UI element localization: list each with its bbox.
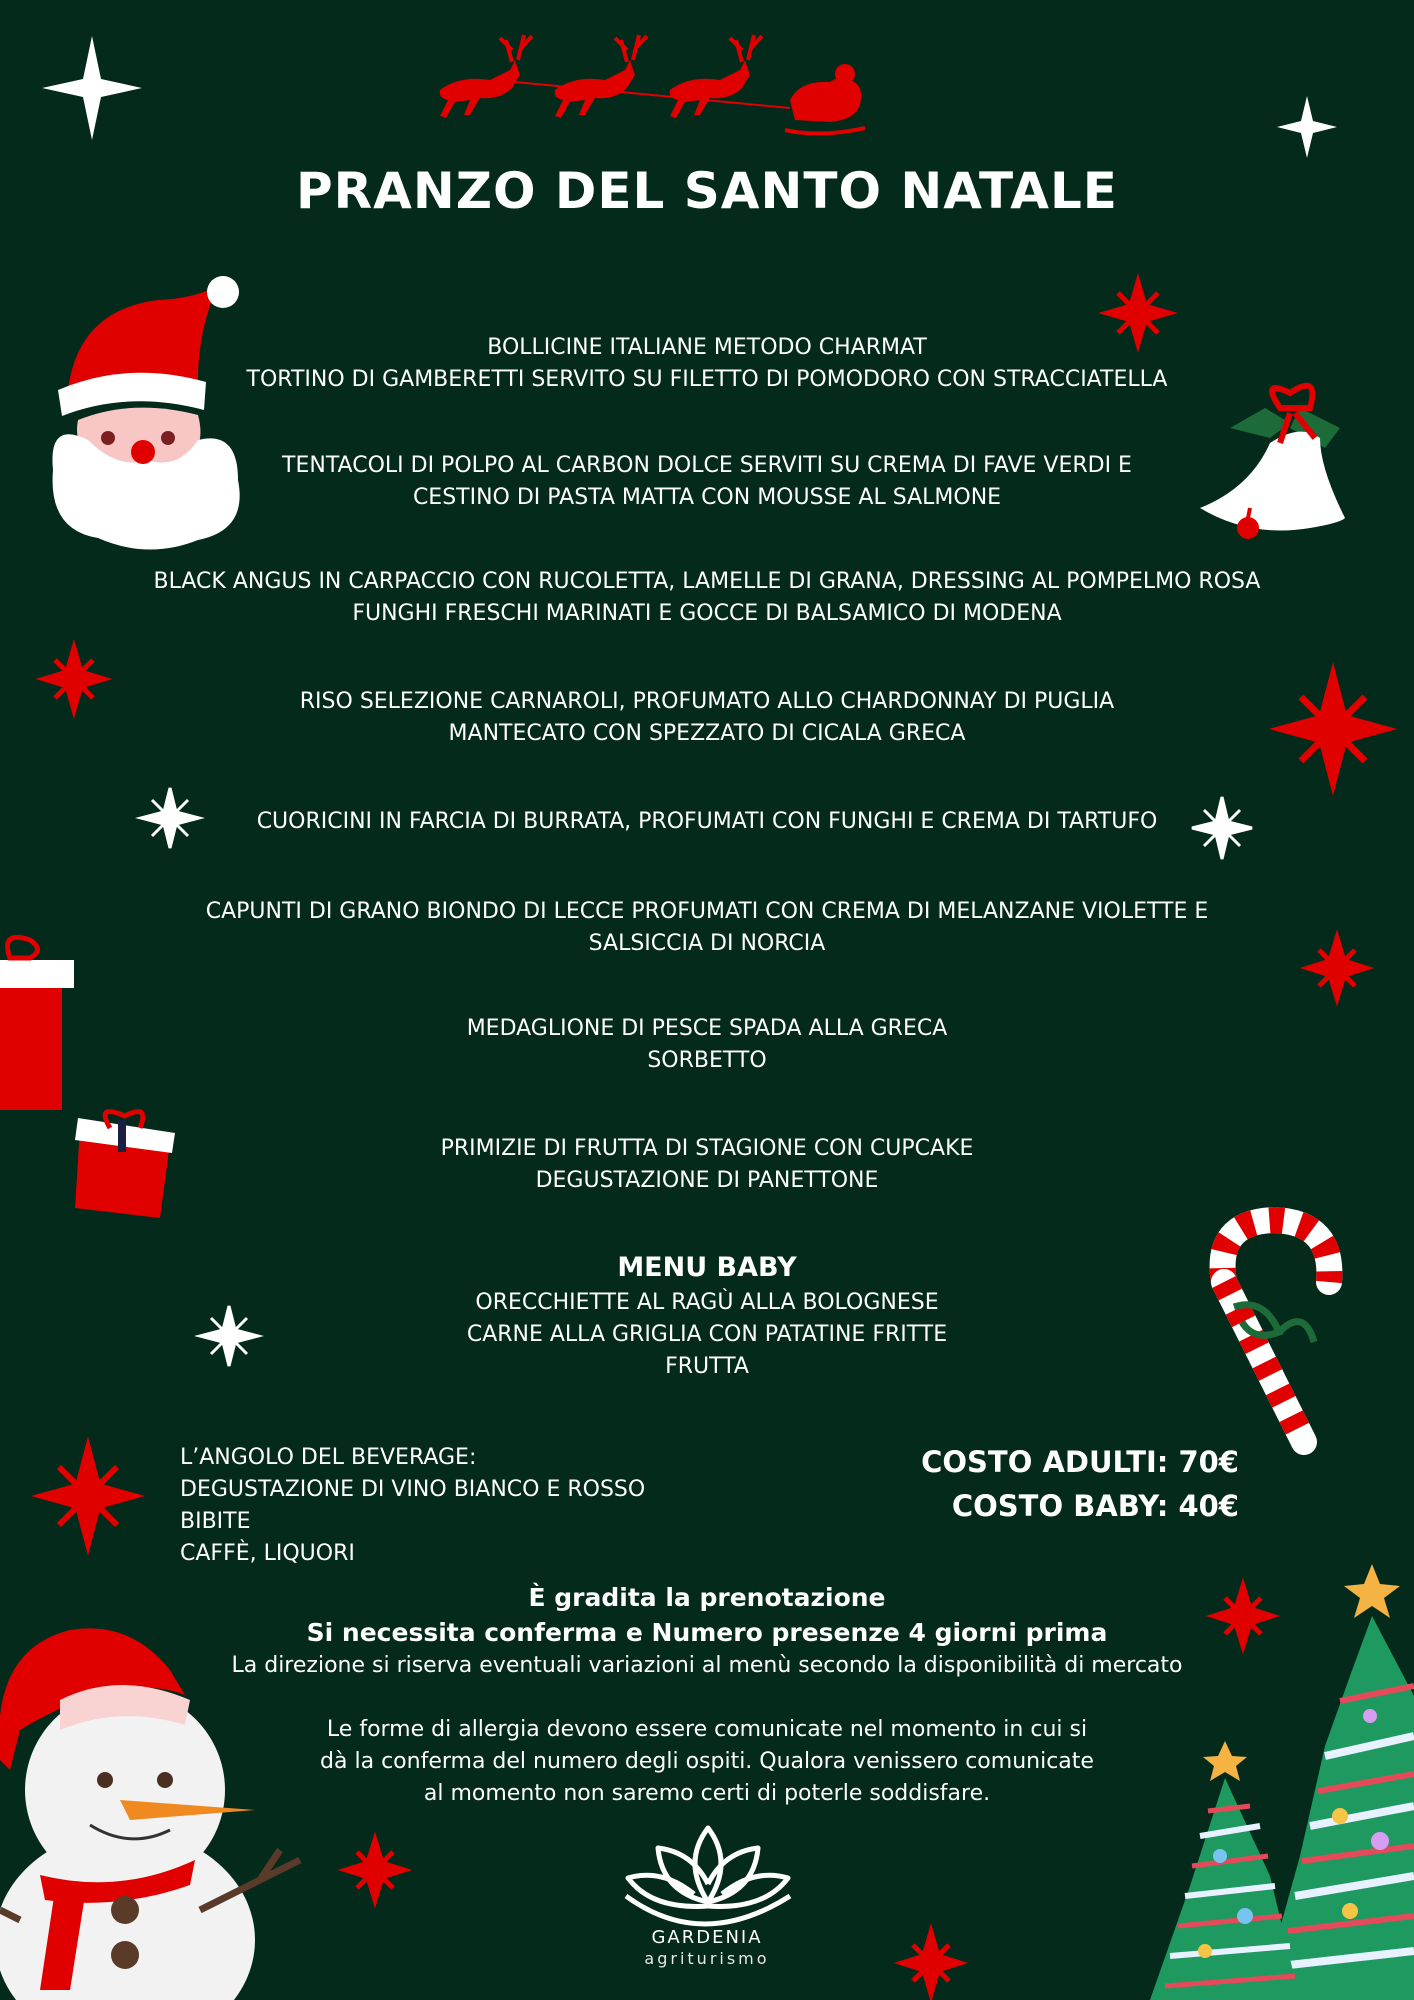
course-line: TENTACOLI DI POLPO AL CARBON DOLCE SERVITI SU CREMA DI FAVE VERDI E [282, 453, 1132, 478]
red-star-icon [1308, 938, 1366, 998]
course-line: TORTINO DI GAMBERETTI SERVITO SU FILETTO DI POMODORO CON STRACCIATELLA [246, 367, 1168, 392]
course-line: MANTECATO CON SPEZZATO DI CICALA GRECA [448, 721, 966, 746]
baby-menu-item: FRUTTA [665, 1354, 749, 1379]
course-2 [100, 450, 1314, 514]
price-baby: COSTO BABY: 40€ [951, 1489, 1239, 1523]
red-star-icon [902, 1932, 960, 1994]
course-6 [100, 896, 1314, 960]
red-star-icon [42, 1448, 134, 1544]
allergy-note [100, 1714, 1314, 1810]
booking-notes [100, 1580, 1314, 1682]
course-7 [100, 1013, 1314, 1077]
course-3 [100, 566, 1314, 630]
logo-name: GARDENIA [651, 1927, 763, 1948]
course-line: DEGUSTAZIONE DI PANETTONE [535, 1168, 879, 1193]
lotus-logo-icon [622, 1822, 794, 1924]
course-line: BLACK ANGUS IN CARPACCIO CON RUCOLETTA, LAMELLE DI GRANA, DRESSING AL POMPELMO ROSA [153, 569, 1261, 594]
course-line: FUNGHI FRESCHI MARINATI E GOCCE DI BALSAMICO DI MODENA [352, 601, 1062, 626]
course-line: SALSICCIA DI NORCIA [588, 931, 826, 956]
course-line: BOLLICINE ITALIANE METODO CHARMAT [487, 335, 927, 360]
beverage-item: DEGUSTAZIONE DI VINO BIANCO E ROSSO [180, 1477, 646, 1502]
confirm-note: Si necessita conferma e Numero presenze 4 giorni prima [306, 1618, 1108, 1647]
gift-box-icon [0, 930, 80, 1110]
course-line: RISO SELEZIONE CARNAROLI, PROFUMATO ALLO CHARDONNAY DI PUGLIA [299, 689, 1115, 714]
allergy-line: dà la conferma del numero degli ospiti. Qualora venissero comunicate [320, 1749, 1094, 1774]
baby-menu-title: MENU BABY [617, 1252, 797, 1283]
beverage-item: CAFFÈ, LIQUORI [180, 1541, 355, 1566]
booking-note: È gradita la prenotazione [528, 1583, 886, 1612]
course-line: MEDAGLIONE DI PESCE SPADA ALLA GRECA [466, 1016, 948, 1041]
variations-note: La direzione si riserva eventuali variazioni al menù secondo la disponibilità di mercato [231, 1653, 1183, 1678]
course-line: SORBETTO [647, 1048, 767, 1073]
red-star-icon [44, 648, 104, 710]
baby-menu-item: ORECCHIETTE AL RAGÙ ALLA BOLOGNESE [475, 1290, 939, 1315]
red-star-icon [346, 1840, 404, 1900]
price-adults: COSTO ADULTI: 70€ [921, 1445, 1239, 1479]
logo-subtitle: agriturismo [644, 1949, 770, 1968]
baby-menu [100, 1249, 1314, 1383]
course-line: CAPUNTI DI GRANO BIONDO DI LECCE PROFUMATI CON CREMA DI MELANZANE VIOLETTE E [205, 899, 1209, 924]
page-title: PRANZO DEL SANTO NATALE [296, 162, 1118, 220]
course-1 [100, 332, 1314, 396]
beverage-section [180, 1442, 645, 1570]
course-line: CESTINO DI PASTA MATTA CON MOUSSE AL SALMONE [412, 485, 1002, 510]
prices [921, 1440, 1239, 1528]
allergy-line: al momento non saremo certi di poterle soddisfare. [423, 1781, 991, 1806]
star-icon [1277, 96, 1337, 158]
course-line: PRIMIZIE DI FRUTTA DI STAGIONE CON CUPCAKE [440, 1136, 974, 1161]
course-5 [100, 806, 1314, 838]
beverage-item: BIBITE [180, 1509, 251, 1534]
baby-menu-item: CARNE ALLA GRIGLIA CON PATATINE FRITTE [466, 1322, 948, 1347]
beverage-title: L’ANGOLO DEL BEVERAGE: [180, 1445, 477, 1470]
reindeer-sleigh-icon [420, 20, 880, 150]
course-line: CUORICINI IN FARCIA DI BURRATA, PROFUMATI CON FUNGHI E CREMA DI TARTUFO [256, 809, 1158, 834]
allergy-line: Le forme di allergia devono essere comunicate nel momento in cui si [326, 1717, 1088, 1742]
course-8 [100, 1133, 1314, 1197]
course-4 [100, 686, 1314, 750]
star-icon [42, 36, 142, 140]
logo [557, 1927, 857, 1969]
